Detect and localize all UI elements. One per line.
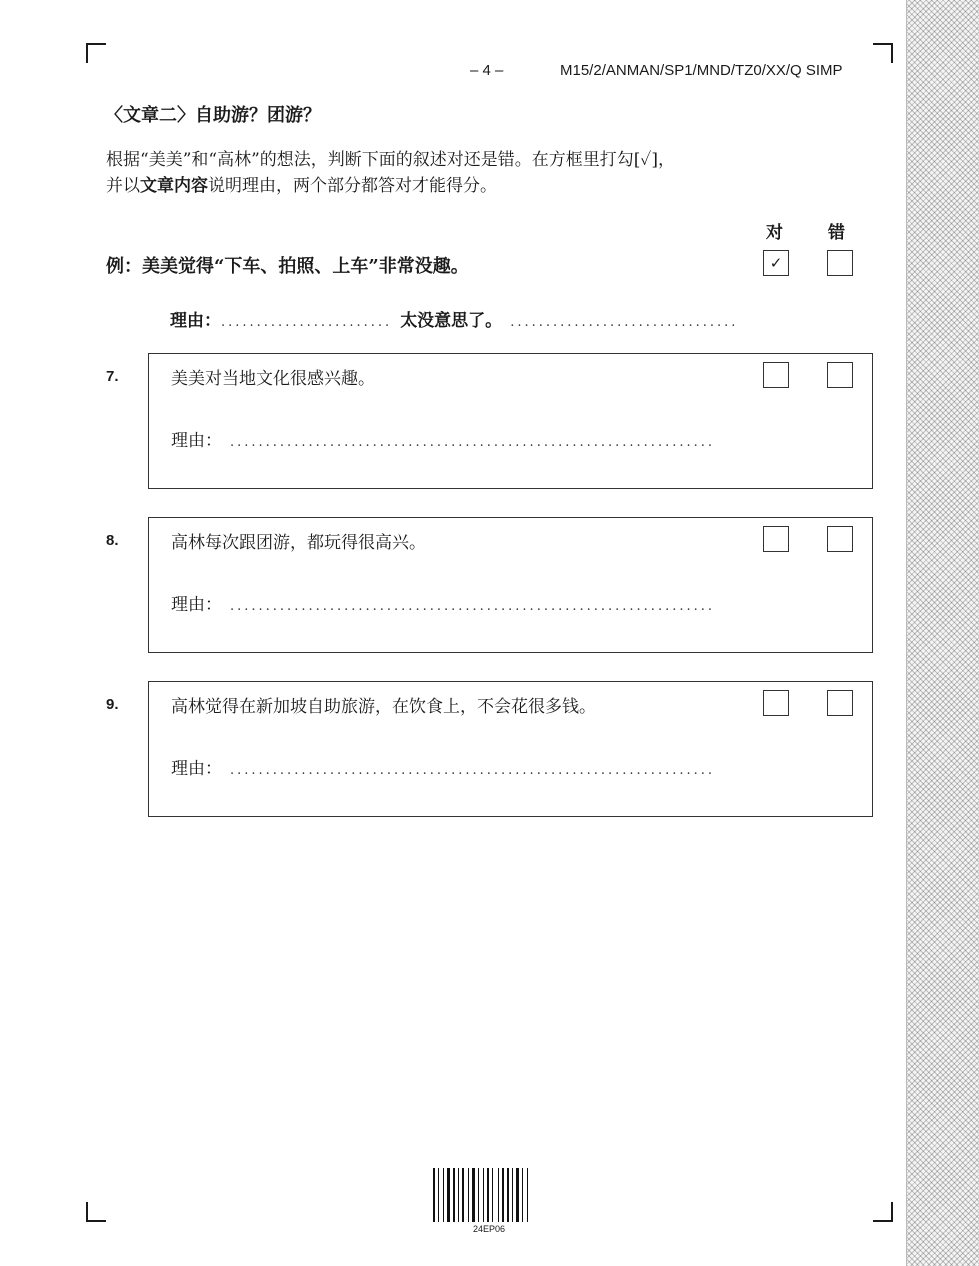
column-header-true: 对 xyxy=(766,223,783,243)
barcode-bar xyxy=(458,1168,459,1222)
question-8-true-checkbox[interactable] xyxy=(763,526,789,552)
barcode-bar xyxy=(502,1168,504,1222)
instructions-line-2: 并以文章内容说明理由，两个部分都答对才能得分。 xyxy=(106,176,497,196)
barcode-bar xyxy=(522,1168,523,1222)
barcode-bar xyxy=(468,1168,469,1222)
column-header-false: 错 xyxy=(828,223,845,243)
question-statement-7: 美美对当地文化很感兴趣。 xyxy=(171,369,375,389)
example-reason xyxy=(170,306,840,331)
margin-hatch-strip xyxy=(906,0,979,1266)
example-true-checkbox: ✓ xyxy=(763,250,789,276)
barcode-bar xyxy=(443,1168,444,1222)
reason-label: 理由： xyxy=(171,595,222,615)
barcode-bar xyxy=(516,1168,519,1222)
barcode-bar xyxy=(453,1168,455,1222)
reason-answer-line[interactable]: .................................................................... xyxy=(230,435,715,450)
question-statement-8: 高林每次跟团游，都玩得很高兴。 xyxy=(171,533,426,553)
paper-code: M15/2/ANMAN/SP1/MND/TZ0/XX/Q SIMP xyxy=(560,62,843,79)
example-false-checkbox xyxy=(827,250,853,276)
question-number-8: 8. xyxy=(106,532,119,549)
crop-mark-bottom-right xyxy=(873,1202,893,1222)
example-statement: 例：美美觉得“下车、拍照、上车”非常没趣。 xyxy=(106,256,469,277)
example-reason-dots-after: ................................ xyxy=(510,315,739,330)
reason-label: 理由： xyxy=(171,431,222,451)
page-number: – 4 – xyxy=(470,62,504,79)
question-7-false-checkbox[interactable] xyxy=(827,362,853,388)
barcode-text: 24EP06 xyxy=(472,1224,506,1234)
reason-label: 理由： xyxy=(171,759,222,779)
example-reason-label: 理由： xyxy=(170,311,221,331)
barcode-bar xyxy=(478,1168,479,1222)
crop-mark-bottom-left xyxy=(86,1202,106,1222)
reason-answer-line[interactable]: .................................................................... xyxy=(230,763,715,778)
crop-mark-top-right xyxy=(873,43,893,63)
question-reason-9 xyxy=(171,754,836,779)
barcode xyxy=(433,1168,545,1222)
question-8-false-checkbox[interactable] xyxy=(827,526,853,552)
barcode-bar xyxy=(492,1168,493,1222)
question-reason-8 xyxy=(171,590,836,615)
barcode-bar xyxy=(507,1168,509,1222)
reason-answer-line[interactable]: .................................................................... xyxy=(230,599,715,614)
barcode-bar xyxy=(512,1168,513,1222)
barcode-bar xyxy=(433,1168,435,1222)
question-number-9: 9. xyxy=(106,696,119,713)
barcode-bar xyxy=(472,1168,475,1222)
question-7-true-checkbox[interactable] xyxy=(763,362,789,388)
instructions xyxy=(106,147,866,199)
section-title: 〈文章二〉自助游？团游？ xyxy=(105,105,321,126)
barcode-bar xyxy=(498,1168,499,1222)
question-statement-9: 高林觉得在新加坡自助旅游，在饮食上，不会花很多钱。 xyxy=(171,697,596,717)
crop-mark-top-left xyxy=(86,43,106,63)
barcode-bar xyxy=(483,1168,484,1222)
question-number-7: 7. xyxy=(106,368,119,385)
question-9-false-checkbox[interactable] xyxy=(827,690,853,716)
barcode-bar xyxy=(487,1168,489,1222)
example-reason-dots-before: ........................ xyxy=(221,315,393,330)
example-reason-answer: 太没意思了。 xyxy=(400,311,503,331)
barcode-bar xyxy=(438,1168,439,1222)
question-reason-7 xyxy=(171,426,836,451)
barcode-bar xyxy=(447,1168,450,1222)
instructions-emphasis: 文章内容 xyxy=(140,176,208,196)
barcode-bar xyxy=(462,1168,464,1222)
instructions-line-1: 根据“美美”和“高林”的想法，判断下面的叙述对还是错。在方框里打勾[✓]， xyxy=(106,150,675,170)
barcode-bar xyxy=(527,1168,528,1222)
question-9-true-checkbox[interactable] xyxy=(763,690,789,716)
